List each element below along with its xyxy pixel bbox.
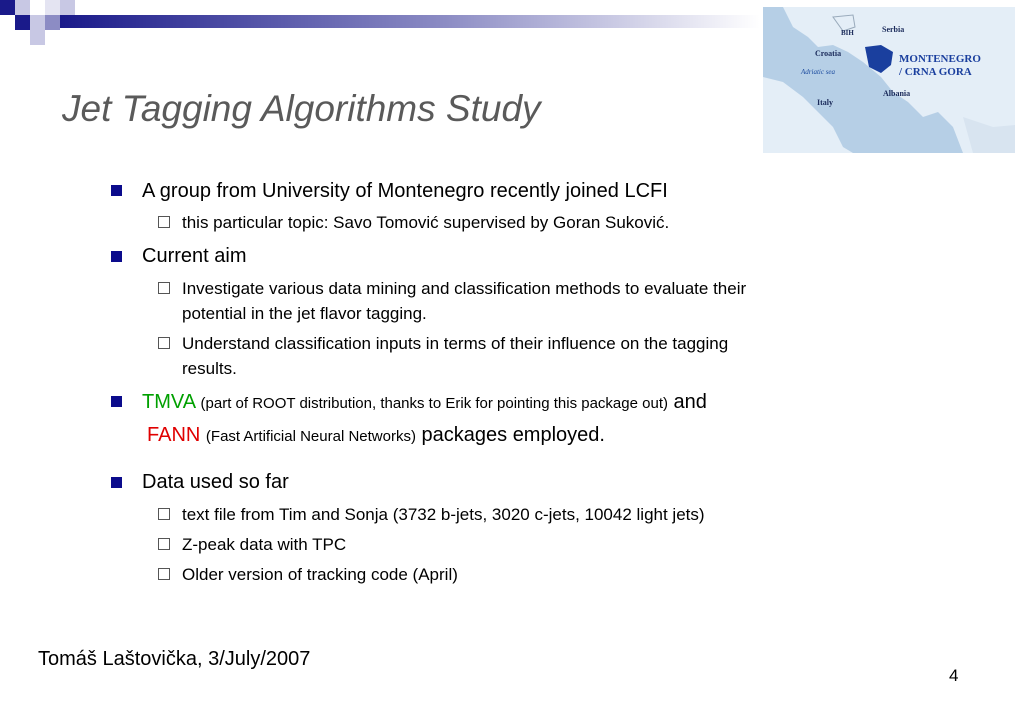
montenegro-map: [763, 7, 1015, 153]
sub-bullet-topic: this particular topic: Savo Tomović supervised by Goran Suković.: [182, 213, 670, 232]
map-label-albania: Albania: [883, 89, 911, 98]
sub-bullet-understand-line1: Understand classification inputs in terms of their influence on the tagging: [182, 334, 729, 353]
sub-bullet-square-icon: [158, 508, 170, 520]
bullet-data-used: Data used so far: [142, 471, 289, 493]
sub-bullet-text-file: text file from Tim and Sonja (3732 b-jets, 3020 c-jets, 10042 light jets): [182, 505, 705, 524]
bullet-square-icon: [111, 251, 122, 262]
fann-note: (Fast Artificial Neural Networks): [205, 428, 416, 445]
footer-author-date: Tomáš Laštovička, 3/July/2007: [38, 648, 311, 670]
bullet-group-joined: A group from University of Montenegro recently joined LCFI: [142, 180, 668, 202]
map-label-bih: BIH: [841, 29, 854, 37]
sub-bullet-square-icon: [158, 538, 170, 550]
bullet-square-icon: [111, 185, 122, 196]
map-label-italy: Italy: [817, 98, 833, 107]
bullet-square-icon: [111, 477, 122, 488]
and-text: and: [673, 391, 707, 413]
sub-bullet-square-icon: [158, 337, 170, 349]
bullet-tmva-line: [142, 391, 707, 414]
sub-bullet-older-version: Older version of tracking code (April): [182, 565, 458, 584]
map-label-serbia: Serbia: [882, 25, 905, 34]
sub-bullet-square-icon: [158, 282, 170, 294]
tmva-label: TMVA: [142, 391, 195, 413]
sub-bullet-investigate-line2: potential in the jet flavor tagging.: [182, 304, 427, 323]
fann-label: FANN: [147, 424, 201, 446]
slide-title: Jet Tagging Algorithms Study: [62, 88, 541, 129]
map-label-crna-gora: / CRNA GORA: [899, 66, 972, 78]
bullet-current-aim: Current aim: [142, 245, 247, 267]
page-number: 4: [949, 666, 959, 685]
tmva-note: (part of ROOT distribution, thanks to Erik for pointing this package out): [200, 395, 668, 412]
bullet-square-icon: [111, 396, 122, 407]
sub-bullet-z-peak: Z-peak data with TPC: [182, 535, 347, 554]
sub-bullet-investigate-line1: Investigate various data mining and classification methods to evaluate their: [182, 279, 747, 298]
map-label-croatia: Croatia: [815, 49, 842, 58]
sub-bullet-understand-line2: results.: [182, 359, 237, 378]
map-label-montenegro: MONTENEGRO: [899, 53, 981, 65]
bullet-fann-line: [147, 424, 605, 447]
sub-bullet-square-icon: [158, 568, 170, 580]
packages-text: packages employed.: [421, 424, 605, 446]
sub-bullet-square-icon: [158, 216, 170, 228]
map-label-adriatic: Adriatic sea: [801, 68, 836, 76]
